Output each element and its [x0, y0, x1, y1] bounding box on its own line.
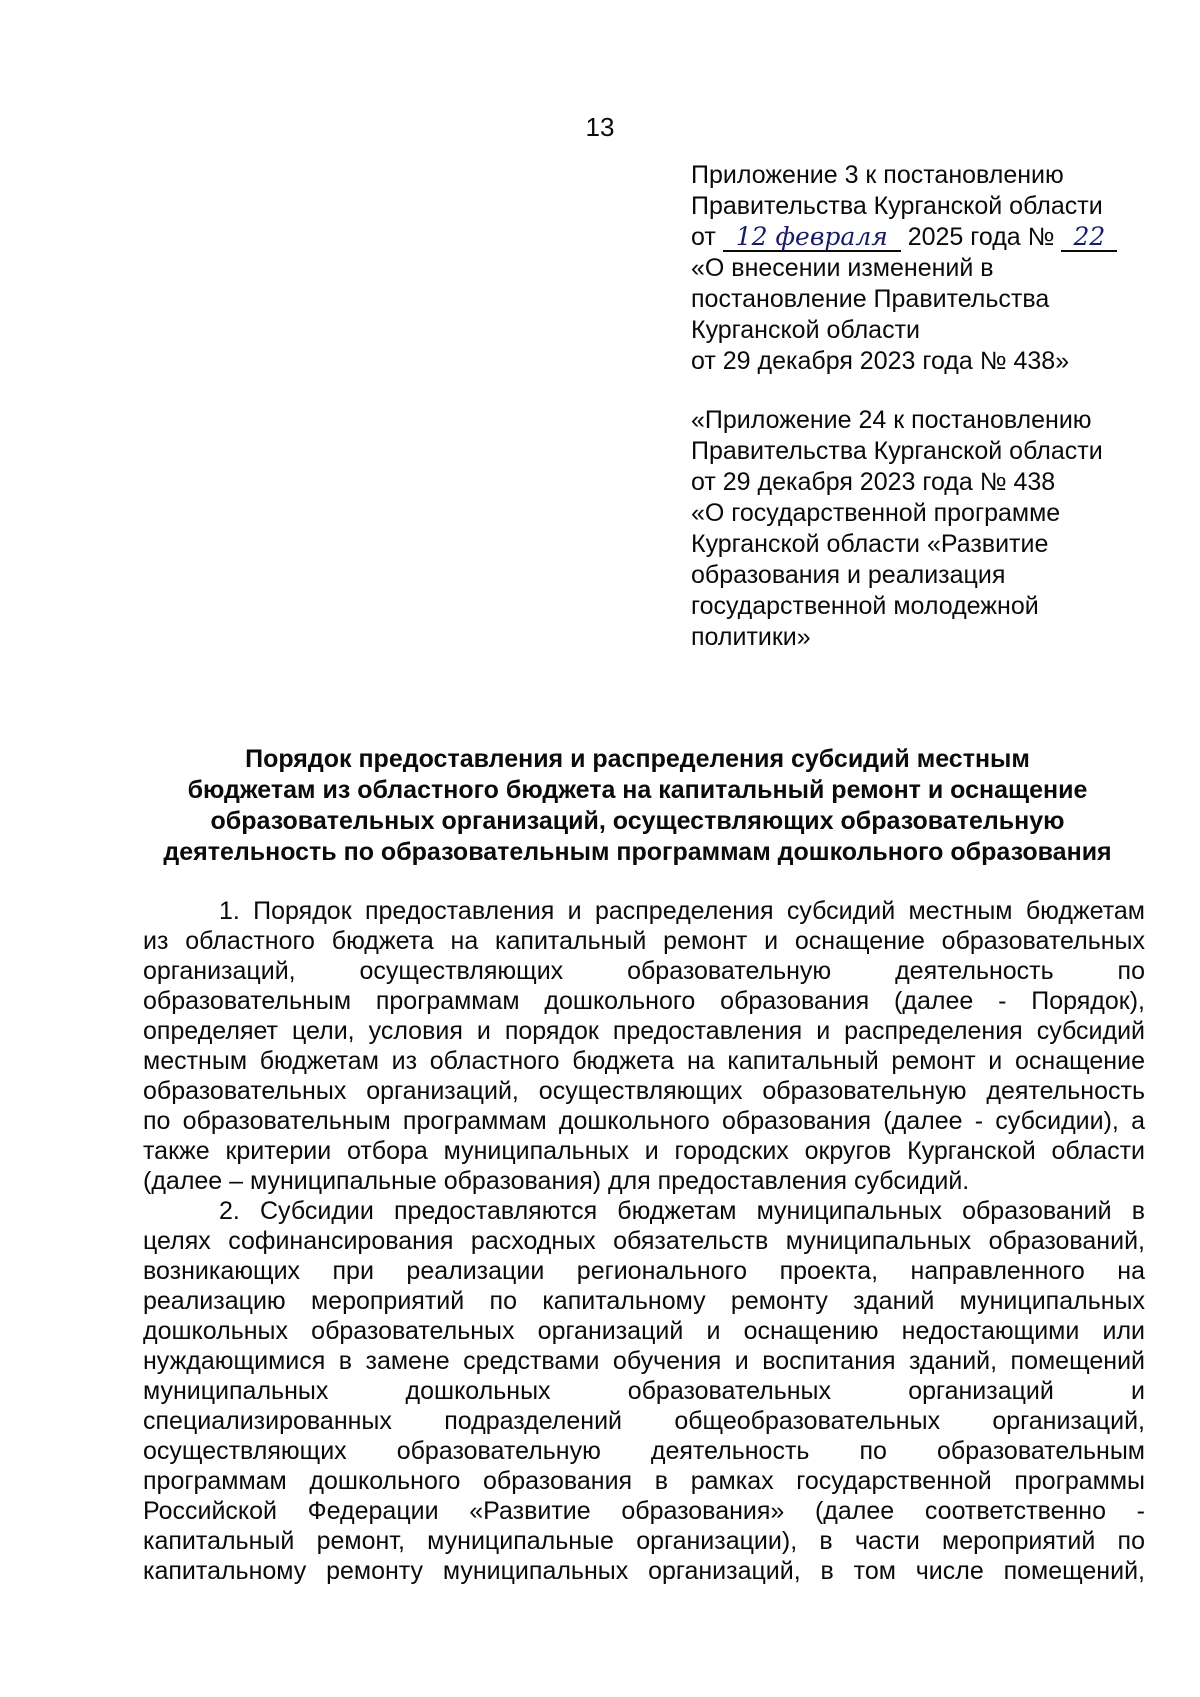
- paragraph-line: 1. Порядок предоставления и распределения субсидий местным бюджетам: [219, 897, 1145, 925]
- paragraph-1: [143, 896, 1145, 1196]
- paragraph-line: возникающих при реализации регионального проекта, направленного на: [143, 1257, 1145, 1285]
- date-prefix: от: [691, 223, 716, 251]
- paragraph-line: осуществляющих образовательную деятельность по образовательным: [143, 1437, 1145, 1465]
- paragraph-line: капитальный ремонт, муниципальные организации), в части мероприятий по: [143, 1527, 1145, 1555]
- document-body: [143, 896, 1145, 1586]
- title-line: образовательных организаций, осуществляющих образовательную: [210, 807, 1065, 835]
- paragraph-line: муниципальных дошкольных образовательных организаций и: [143, 1377, 1145, 1405]
- handwritten-number: 22: [1061, 224, 1117, 252]
- title-line: Порядок предоставления и распределения субсидий местным: [245, 745, 1030, 773]
- paragraph-line: программам дошкольного образования в рамках государственной программы: [143, 1467, 1145, 1495]
- paragraph-line: специализированных подразделений общеобразовательных организаций,: [143, 1407, 1145, 1435]
- title-line: бюджетам из областного бюджета на капитальный ремонт и оснащение: [187, 776, 1088, 804]
- paragraph-line: нуждающимися в замене средствами обучения и воспитания зданий, помещений: [143, 1347, 1145, 1375]
- appendix-reference-line: Правительства Курганской области: [691, 437, 1103, 465]
- paragraph-line: из областного бюджета на капитальный ремонт и оснащение образовательных: [143, 927, 1145, 955]
- year-text: 2025 года №: [907, 223, 1055, 251]
- appendix-reference-line: «Приложение 24 к постановлению: [691, 406, 1092, 434]
- paragraph-line: реализацию мероприятий по капитальному ремонту зданий муниципальных: [143, 1287, 1145, 1315]
- paragraph-line: по образовательным программам дошкольного образования (далее - субсидии), а: [143, 1107, 1145, 1135]
- appendix-header-line: Правительства Курганской области: [691, 192, 1103, 220]
- appendix-header-line: Курганской области: [691, 316, 921, 344]
- paragraph-line: 2. Субсидии предоставляются бюджетам муниципальных образований в: [219, 1197, 1145, 1225]
- appendix-header: [691, 160, 1171, 377]
- paragraph-line: (далее – муниципальные образования) для предоставления субсидий.: [143, 1167, 970, 1195]
- appendix-reference-line: от 29 декабря 2023 года № 438: [691, 468, 1056, 496]
- document-title: [130, 744, 1145, 868]
- paragraph-line: также критерии отбора муниципальных и городских округов Курганской области: [143, 1137, 1145, 1165]
- appendix-date-line: [691, 222, 1171, 253]
- appendix-header-line: «О внесении изменений в: [691, 254, 994, 282]
- appendix-reference: [691, 405, 1171, 653]
- appendix-reference-line: государственной молодежной: [691, 592, 1039, 620]
- title-line: деятельность по образовательным программам дошкольного образования: [163, 838, 1112, 866]
- paragraph-line: образовательным программам дошкольного образования (далее - Порядок),: [143, 987, 1145, 1015]
- appendix-header-line: от 29 декабря 2023 года № 438»: [691, 347, 1070, 375]
- paragraph-line: Российской Федерации «Развитие образования» (далее соответственно -: [143, 1497, 1145, 1525]
- appendix-header-line: постановление Правительства: [691, 285, 1050, 313]
- paragraph-line: определяет цели, условия и порядок предоставления и распределения субсидий: [143, 1017, 1145, 1045]
- paragraph-line: дошкольных образовательных организаций и оснащению недостающими или: [143, 1317, 1145, 1345]
- page-number: 13: [585, 112, 615, 142]
- paragraph-line: образовательных организаций, осуществляющих образовательную деятельность: [143, 1077, 1145, 1105]
- paragraph-line: организаций, осуществляющих образовательную деятельность по: [143, 957, 1145, 985]
- paragraph-line: местным бюджетам из областного бюджета на капитальный ремонт и оснащение: [143, 1047, 1145, 1075]
- paragraph-line: целях софинансирования расходных обязательств муниципальных образований,: [143, 1227, 1145, 1255]
- appendix-reference-line: «О государственной программе: [691, 499, 1061, 527]
- appendix-reference-line: политики»: [691, 623, 811, 651]
- appendix-reference-line: Курганской области «Развитие: [691, 530, 1049, 558]
- appendix-header-line: Приложение 3 к постановлению: [691, 161, 1064, 189]
- paragraph-line: капитальному ремонту муниципальных организаций, в том числе помещений,: [143, 1557, 1145, 1585]
- paragraph-2: [143, 1196, 1145, 1586]
- handwritten-date: 12 февраля: [723, 224, 901, 252]
- appendix-reference-line: образования и реализация: [691, 561, 1006, 589]
